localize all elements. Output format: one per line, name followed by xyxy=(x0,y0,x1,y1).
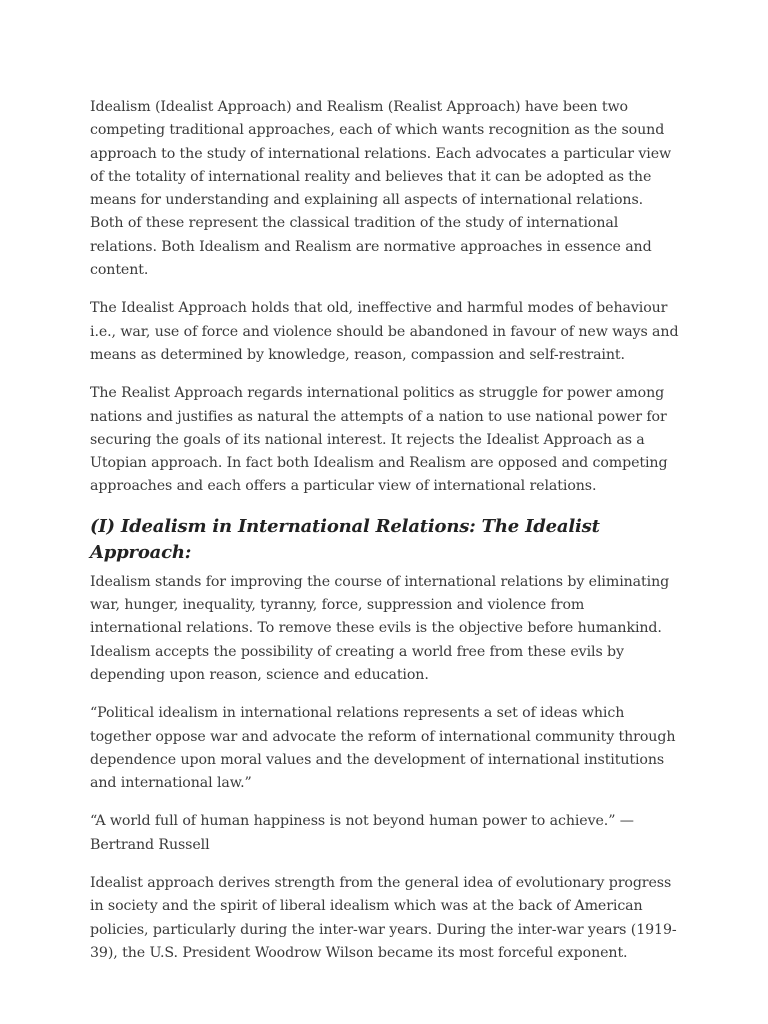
paragraph-intro-2: The Idealist Approach holds that old, ineffective and harmful modes of behaviour i.e., war, use of force and violence should be abandoned in favour of new ways and means as determined by knowledge, reason, compassion and self-restraint. xyxy=(90,300,679,363)
paragraph-section-4: Idealist approach derives strength from the general idea of evolutionary progress in society and the spirit of liberal idealism which was at the back of American policies, particularly during the inter-war years. During the inter-war years (1919-39), the U.S. President Woodrow Wilson became its most forceful exponent. xyxy=(90,875,677,961)
paragraph-intro-1: Idealism (Idealist Approach) and Realism (Realist Approach) have been two competing traditional approaches, each of which wants recognition as the sound approach to the study of international relations. Each advocates a particular view of the totality of international reality and believes that it can be adopted as the means for understanding and explaining all aspects of international relations. Both of these represent the classical tradition of the study of international relations. Both Idealism and Realism are normative approaches in essence and content. xyxy=(90,99,672,279)
paragraph-section-1: Idealism stands for improving the course of international relations by eliminating war, hunger, inequality, tyranny, force, suppression and violence from international relations. To remove these evils is the objective before humankind. Idealism accepts the possibility of creating a world free from these evils by depending upon reason, science and education. xyxy=(90,573,670,683)
paragraph-quote-russell: “A world full of human happiness is not beyond human power to achieve.” —Bertrand Russell xyxy=(90,813,634,853)
section-heading: (I) Idealism in International Relations: The Idealist Approach: xyxy=(90,515,600,563)
document-body xyxy=(90,96,680,980)
paragraph-intro-3: The Realist Approach regards international politics as struggle for power among nations and justifies as natural the attempts of a nation to use national power for securing the goals of its national interest. It rejects the Idealist Approach as a Utopian approach. In fact both Idealism and Realism are opposed and competing approaches and each offers a particular view of international relations. xyxy=(90,385,668,495)
paragraph-quote-1: “Political idealism in international relations represents a set of ideas which together oppose war and advocate the reform of international community through dependence upon moral values and the development of international institutions and international law.” xyxy=(90,705,676,792)
